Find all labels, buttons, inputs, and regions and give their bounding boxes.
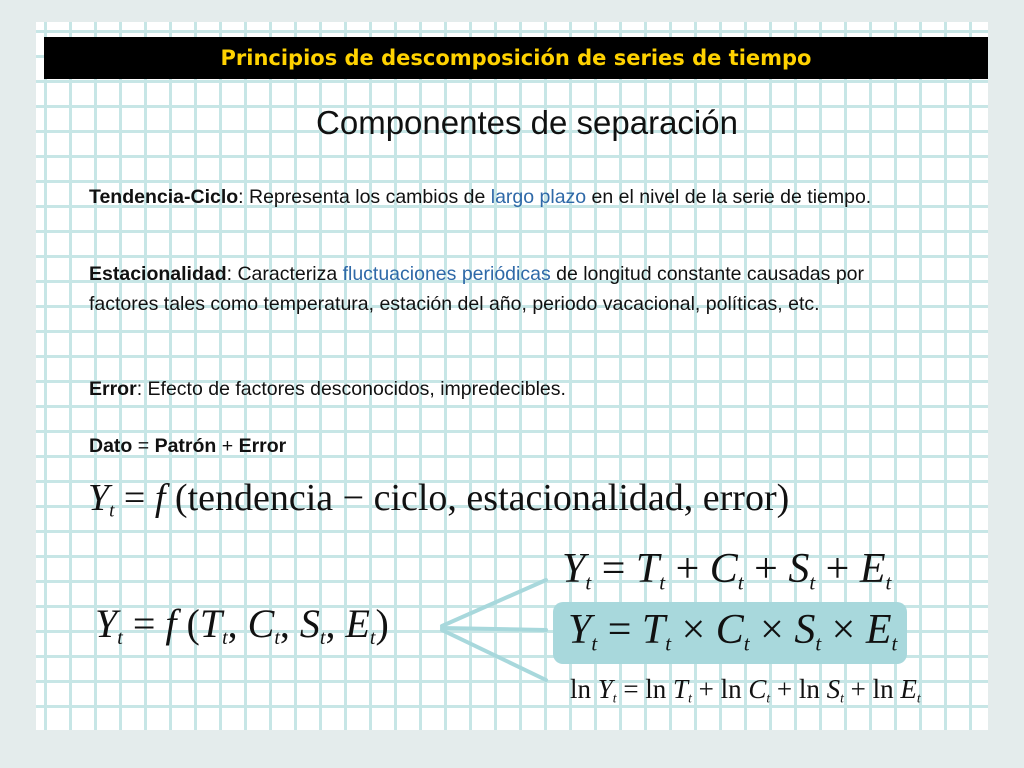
- patron-term: Patrón: [154, 435, 217, 457]
- trend-text-2: en el nivel de la serie de tiempo.: [586, 186, 872, 208]
- seasonality-term: Estacionalidad: [89, 263, 227, 285]
- connector-line-additive: [442, 580, 546, 626]
- dato-op-1: =: [132, 435, 155, 457]
- dato-term: Dato: [89, 435, 133, 457]
- dato-op-2: +: [216, 435, 239, 457]
- general-lhs: Y: [88, 477, 110, 519]
- connector-line-log: [442, 630, 546, 680]
- trend-term: Tendencia-Ciclo: [89, 186, 239, 208]
- log-formula: $\ln Y_t = \ln T_t + \ln C_t + \ln S_t + \ln E_t$: [570, 674, 921, 706]
- slide-header-title: Principios de descomposición de series de tiempo: [220, 46, 812, 70]
- additive-formula: $Y_t = T_t + C_t + S_t + E_t$: [562, 546, 892, 595]
- general-args: (tendencia − ciclo, estacionalidad, error): [165, 477, 790, 519]
- trend-text-1: : Representa los cambios de: [238, 186, 491, 208]
- error-text-1: : Efecto de factores desconocidos, impredecibles.: [136, 378, 566, 400]
- multiplicative-formula: $Y_t = T_t \times C_t \times S_t \times E_t$: [568, 607, 898, 656]
- compact-formula: $Y_t = f$ ($T_t$, $C_t$, $S_t$, $E_t$): [95, 601, 389, 649]
- connector-line-multiplicative: [442, 628, 546, 630]
- seasonality-highlight: fluctuaciones periódicas: [342, 263, 551, 285]
- page-title: Componentes de separación: [316, 104, 738, 141]
- general-sub: t: [109, 500, 115, 522]
- general-eq: =: [114, 477, 155, 519]
- trend-highlight: largo plazo: [490, 186, 587, 208]
- seasonality-text-1: : Caracteriza: [226, 263, 343, 285]
- general-f: f: [154, 477, 166, 519]
- seasonality-text-2: de longitud constante causadas por factores tales como temperatura, estación del año, periodo vacacional, políticas, etc.: [89, 263, 865, 315]
- error-term: Error: [89, 378, 137, 400]
- dato-error-term: Error: [238, 435, 287, 457]
